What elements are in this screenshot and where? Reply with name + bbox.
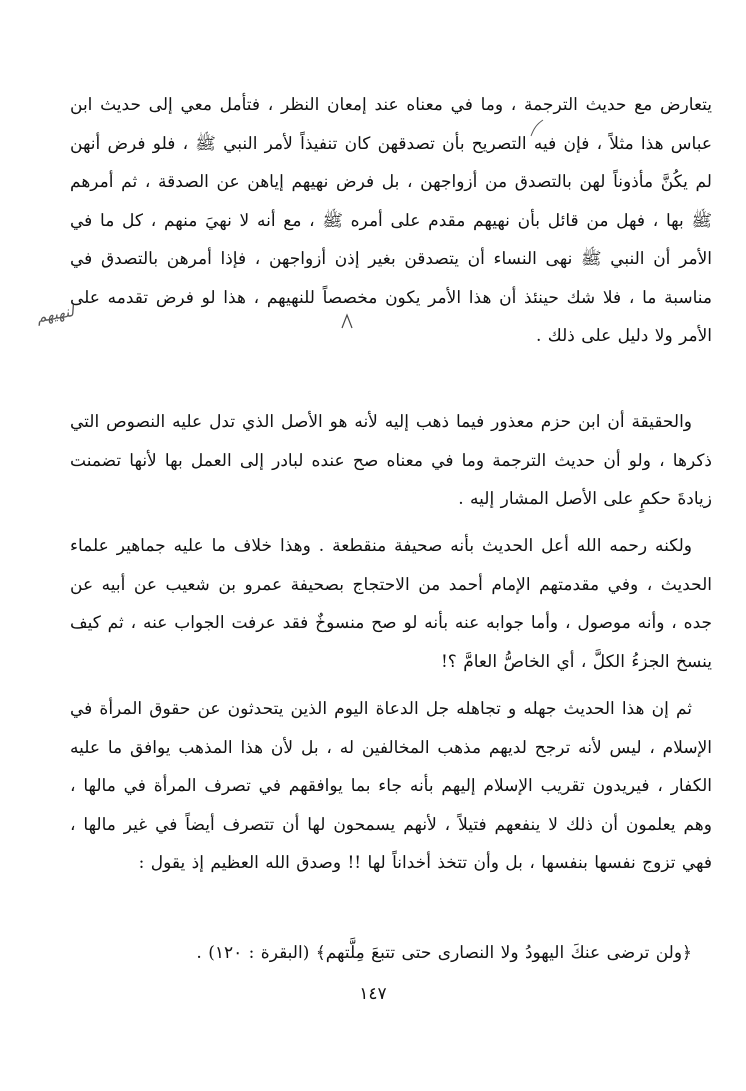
paragraph-1-text: يتعارض مع حديث الترجمة ، وما في معناه عند إمعان النظر ، فتأمل معي إلى حديث ابن عباس هذا مثلاً ، فإن فيه التصريح بأن تصدقهن كان تنفيذاً لأمر النبي ﷺ ، فلو فرض أنهن لم يكُنَّ مأذوناً لهن بالتصدق من أزواجهن ، بل فرض نهيهم إياهن عن الصدقة ، ثم أمرهم ﷺ بها ، فهل من قائل بأن نهيهم مقدم على أمره ﷺ ، مع أنه لا نهيَ منهم ، كل ما في الأمر أن النبي ﷺ نهى النساء أن يتصدقن بغير إذن أزواجهن ، فإذا أمرهن بالتصدق في مناسبة ما ، فلا شك حينئذ أن هذا الأمر يكون مخصصاً للنهيهم ، هذا لو فرض تقدمه على الأمر ولا دليل على ذلك .: [70, 95, 712, 346]
quran-verse-text: ﴿ولن ترضى عنكَ اليهودُ ولا النصارى حتى تتبعَ مِلَّتهم﴾ (البقرة : ١٢٠) .: [196, 943, 692, 963]
paragraph-2: [70, 403, 712, 519]
paragraph-1: [70, 86, 712, 356]
paragraph-2-text: والحقيقة أن ابن حزم معذور فيما ذهب إليه لأنه هو الأصل الذي تدل عليه النصوص التي ذكرها ، ولو أن حديث الترجمة وما في معناه صح عنده لبادر إلى العمل بها لأنها تضمنت زيادةَ حكمٍ على الأصل المشار إليه .: [70, 412, 712, 509]
handwritten-tick-mark: [528, 118, 546, 138]
insertion-caret-mark: [340, 312, 354, 330]
paragraph-4: [70, 690, 712, 883]
paragraph-4-text: ثم إن هذا الحديث جهله و تجاهله جل الدعاة اليوم الذين يتحدثون عن حقوق المرأة في الإسلام ، ليس لأنه ترجح لديهم مذهب المخالفين له ، بل لأن هذا المذهب يوافق ما عليه الكفار ، فيريدون تقريب الإسلام إليهم بأنه جاء بما يوافقهم في تصرف المرأة في مالها ، وهم يعلمون أن ذلك لا ينفعهم فتيلاً ، لأنهم يسمحون لها أن تتصرف أيضاً في غير مالها ، فهي تزوج نفسها بنفسها ، بل وأن تتخذ أخداناً لها !! وصدق الله العظيم إذ يقول :: [70, 699, 712, 873]
paragraph-3: [70, 527, 712, 681]
paragraph-3-text: ولكنه رحمه الله أعل الحديث بأنه صحيفة منقطعة . وهذا خلاف ما عليه جماهير علماء الحديث ، وفي مقدمتهم الإمام أحمد من الاحتجاج بصحيفة عمرو بن شعيب عن أبيه عن جده ، وأنه موصول ، وأما جوابه عنه بأنه لو صح منسوخٌ فقد عرفت الجواب عنه ، ثم كيف ينسخ الجزءُ الكلَّ ، أي الخاصُّ العامَّ ؟!: [70, 536, 712, 672]
page-number: ١٤٧: [359, 984, 387, 1004]
handwritten-margin-note: [0, 302, 83, 374]
margin-note-text: لنهيهم: [35, 302, 76, 327]
quran-verse: [70, 934, 712, 973]
